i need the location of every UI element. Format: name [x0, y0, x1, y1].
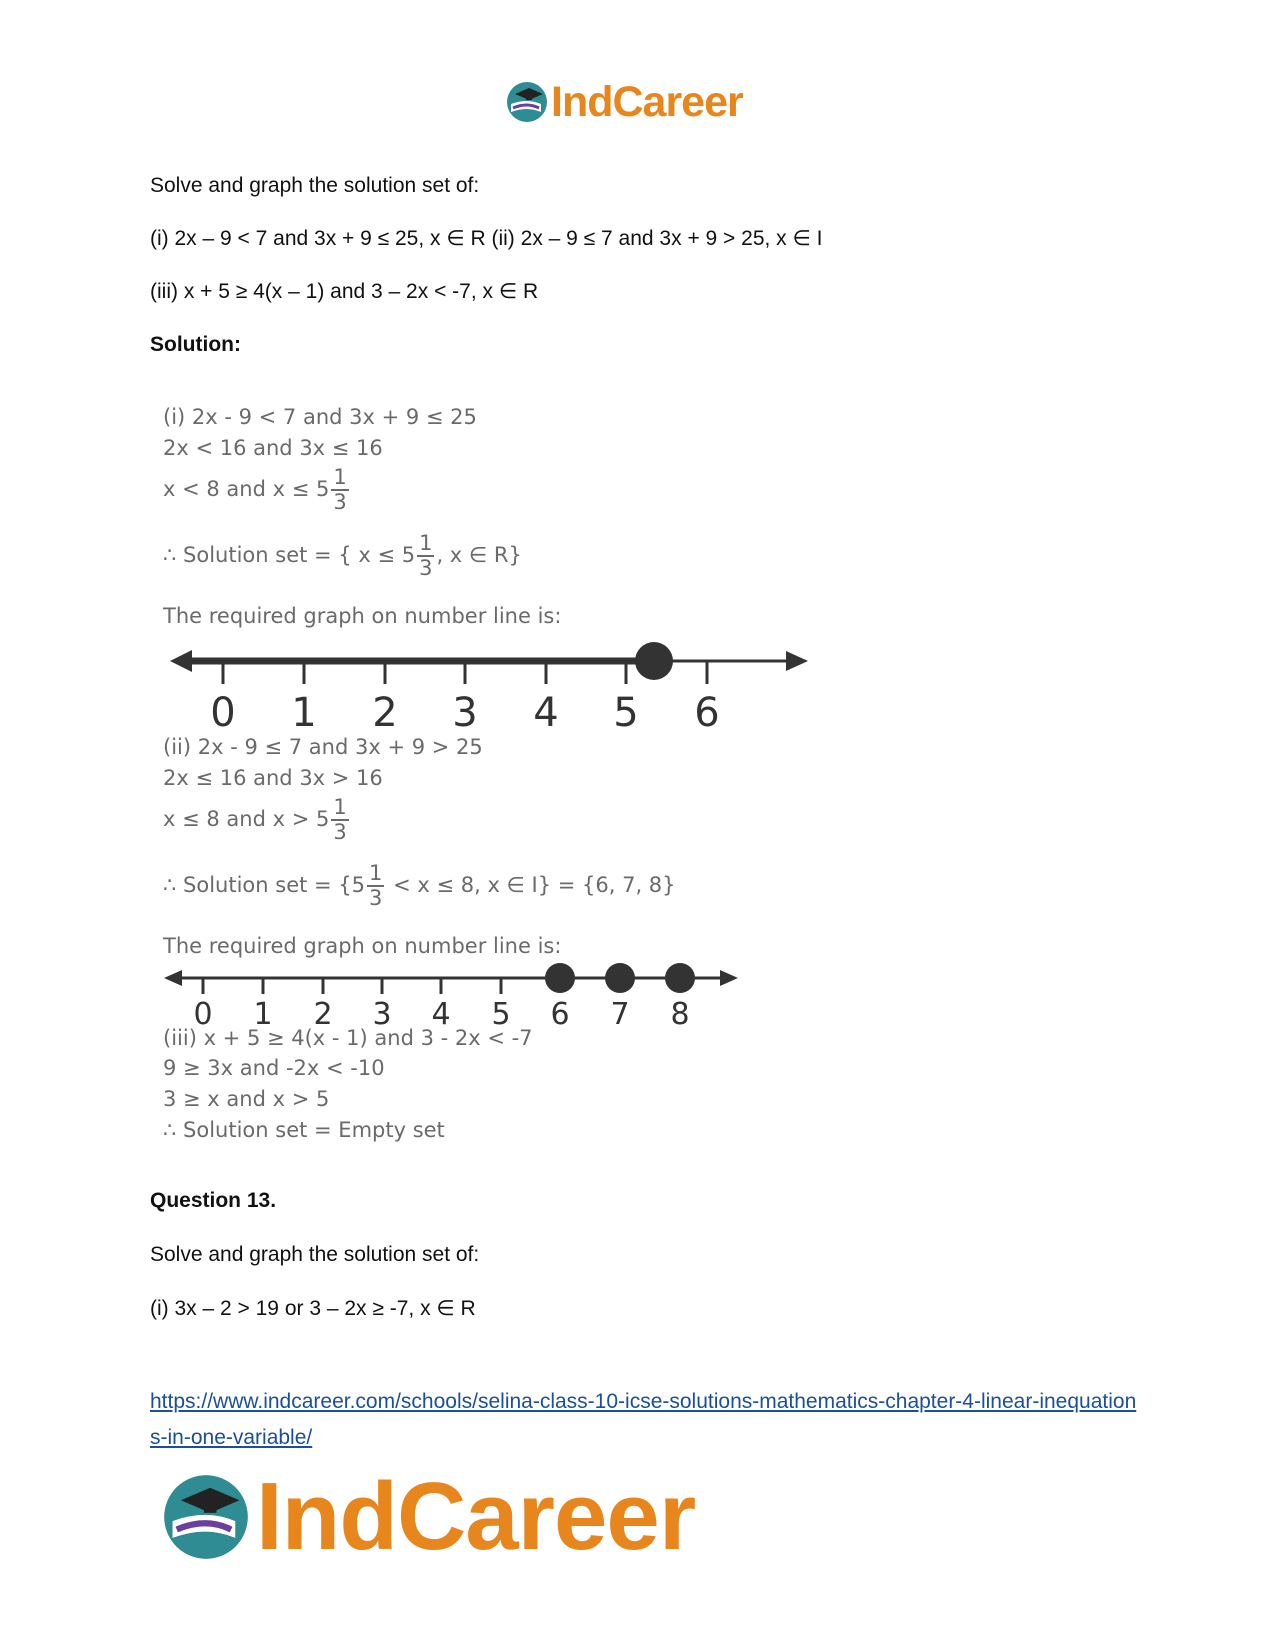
tick-label: 4: [533, 690, 559, 730]
tick-label: 0: [193, 997, 213, 1030]
solution-iii-line-4: ∴ Solution set = Empty set: [163, 1118, 445, 1142]
solution-ii-line-1: (ii) 2x - 9 ≤ 7 and 3x + 9 > 25: [163, 735, 483, 759]
graduation-cap-book-logo-icon: [160, 1471, 252, 1563]
tick-label: 0: [210, 690, 236, 730]
fraction: $\frac{1}{3}$: [419, 531, 433, 580]
tick-label: 2: [313, 997, 333, 1030]
solution-ii-graph-caption: The required graph on number line is:: [163, 934, 562, 958]
fraction: $\frac{1}{3}$: [333, 795, 347, 844]
fraction: $\frac{1}{3}$: [333, 465, 347, 514]
tick-label: 1: [253, 997, 273, 1030]
question-parts-line-1: (i) 2x – 9 < 7 and 3x + 9 ≤ 25, x ∈ R (ii) 2x – 9 ≤ 7 and 3x + 9 > 25, x ∈ I: [150, 227, 823, 250]
tick-label: 4: [431, 997, 451, 1030]
solution-ii-line-2: 2x ≤ 16 and 3x > 16: [163, 766, 383, 790]
solution-iii-line-1: (iii) x + 5 ≥ 4(x - 1) and 3 - 2x < -7: [163, 1026, 533, 1050]
solution-iii-line-2: 9 ≥ 3x and -2x < -10: [163, 1056, 385, 1080]
header-logo: [505, 76, 743, 128]
solution-i-line-3: [163, 466, 351, 514]
solution-ii-line-3: [163, 796, 351, 844]
brand-name: IndCareer: [256, 1463, 696, 1570]
solution-i-set: [163, 532, 522, 580]
question-parts-line-2: (iii) x + 5 ≥ 4(x – 1) and 3 – 2x < -7, x ∈ R: [150, 280, 539, 303]
solution-dot-7: [605, 963, 635, 993]
solution-ii-line-3-text: x ≤ 8 and x > 5: [163, 807, 330, 831]
footer-url-link[interactable]: https://www.indcareer.com/schools/selina-class-10-icse-solutions-mathematics-chapter-4-linear-inequations-in-one-variable/: [150, 1390, 1137, 1449]
tick-label: 3: [372, 997, 392, 1030]
number-line-ii: [160, 958, 740, 1030]
solution-ii-set-suffix: < x ≤ 8, x ∈ I} = {6, 7, 8}: [386, 873, 676, 897]
closed-endpoint-dot: [635, 642, 673, 680]
tick-label: 8: [670, 997, 690, 1030]
solution-i-graph-caption: The required graph on number line is:: [163, 604, 562, 628]
solution-iii-line-3: 3 ≥ x and x > 5: [163, 1087, 330, 1111]
tick-label: 5: [613, 690, 639, 730]
footer-logo: [160, 1462, 695, 1572]
solution-dot-8: [665, 963, 695, 993]
graduation-cap-book-logo-icon: [505, 80, 549, 124]
tick-label: 6: [550, 997, 570, 1030]
solution-i-set-suffix: , x ∈ R}: [436, 543, 522, 567]
tick-label: 2: [372, 690, 398, 730]
number-line-ii-left-arrow: [164, 970, 182, 986]
question-13-intro: Solve and graph the solution set of:: [150, 1243, 480, 1266]
number-line-i-right-arrow: [786, 651, 808, 671]
solution-i-set-prefix: ∴ Solution set = { x ≤ 5: [163, 543, 416, 567]
number-line-ii-right-arrow: [720, 970, 738, 986]
fraction: $\frac{1}{3}$: [369, 861, 383, 910]
solution-ii-set: [163, 862, 676, 910]
tick-label: 6: [694, 690, 720, 730]
brand-name: IndCareer: [551, 78, 743, 126]
number-line-i: [160, 638, 810, 730]
question-13-heading: Question 13.: [150, 1189, 277, 1212]
tick-label: 7: [610, 997, 630, 1030]
solution-i-line-1: (i) 2x - 9 < 7 and 3x + 9 ≤ 25: [163, 405, 477, 429]
question-13-part-i: (i) 3x – 2 > 19 or 3 – 2x ≥ -7, x ∈ R: [150, 1297, 476, 1320]
solution-i-line-3-text: x < 8 and x ≤ 5: [163, 477, 330, 501]
solution-heading: Solution:: [150, 333, 241, 356]
solution-i-line-2: 2x < 16 and 3x ≤ 16: [163, 436, 383, 460]
number-line-i-left-arrow: [170, 650, 192, 672]
tick-label: 5: [491, 997, 511, 1030]
solution-dot-6: [545, 963, 575, 993]
solution-ii-set-prefix: ∴ Solution set = {5: [163, 873, 366, 897]
question-intro: Solve and graph the solution set of:: [150, 174, 480, 197]
tick-label: 3: [452, 690, 478, 730]
tick-label: 1: [291, 690, 317, 730]
